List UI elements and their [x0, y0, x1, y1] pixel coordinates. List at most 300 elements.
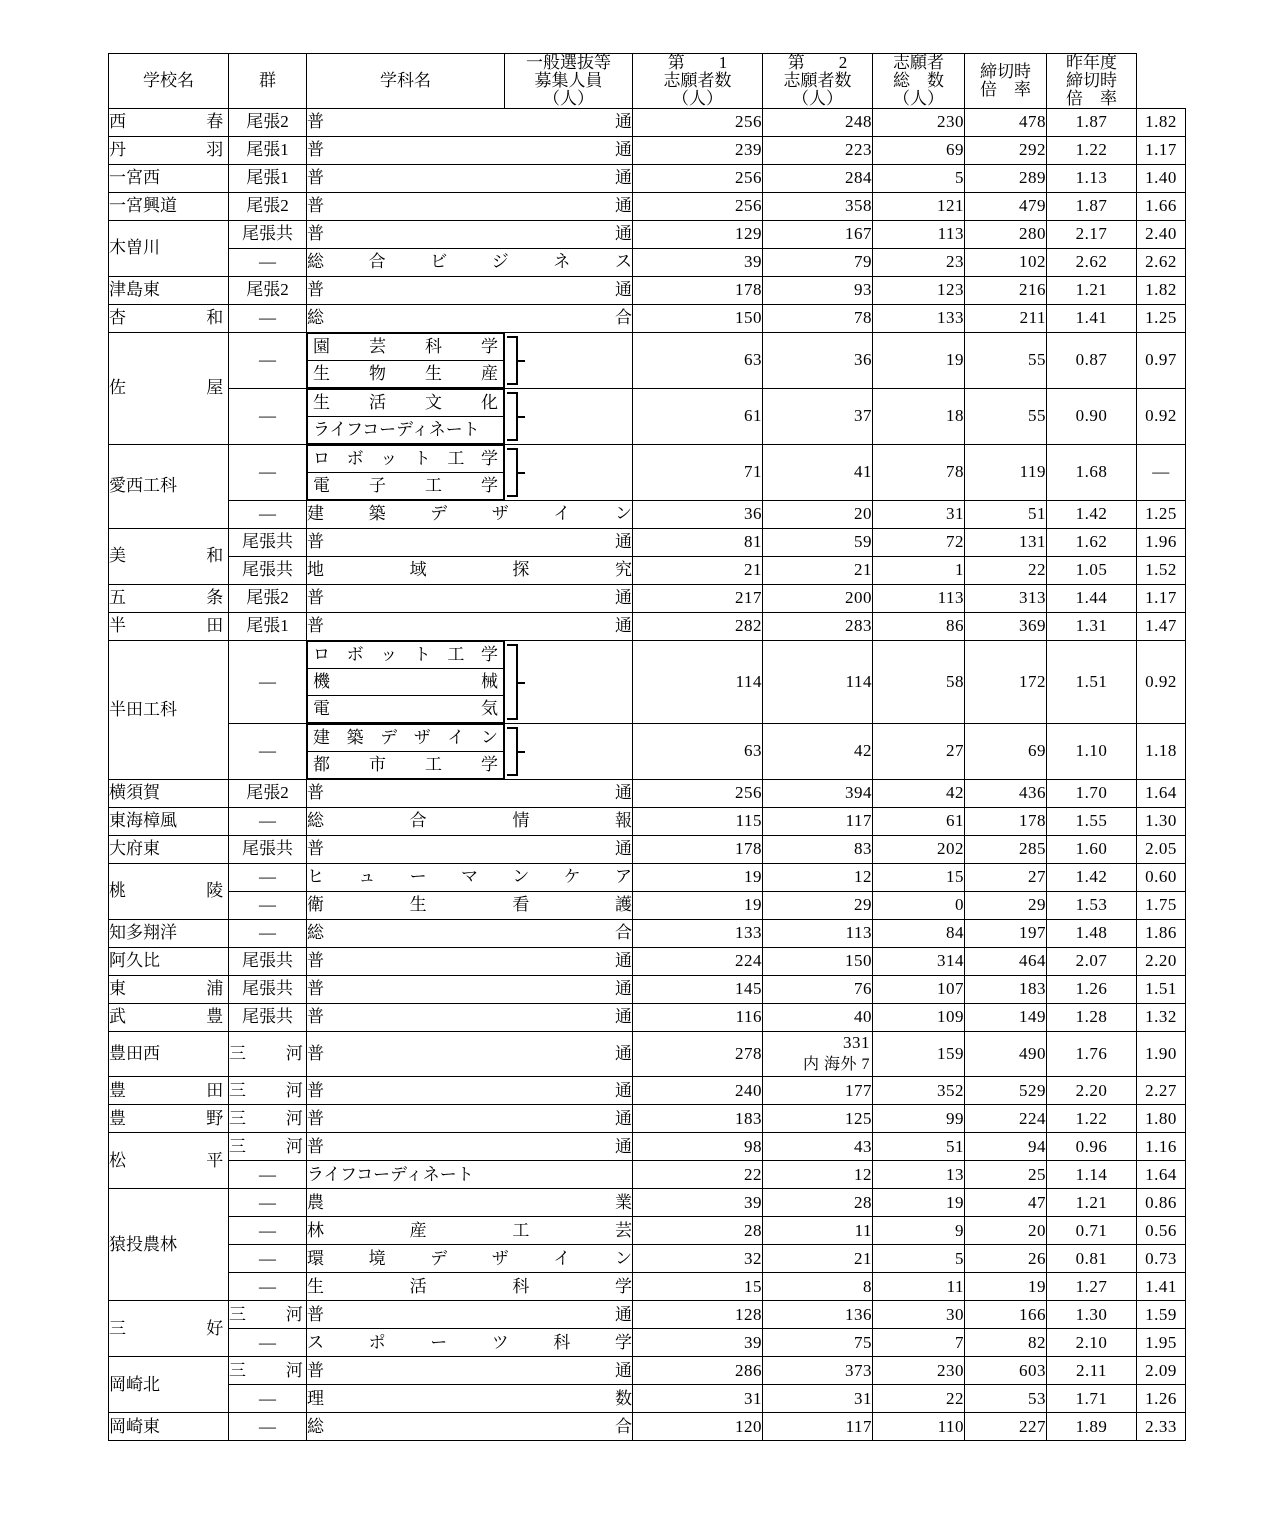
- last-year-rate-cell: 1.80: [1137, 1105, 1186, 1133]
- department-sub-line: 都 市 工 学: [308, 751, 504, 778]
- first-choice-cell: 113: [763, 919, 873, 947]
- table-row: [109, 1385, 1186, 1413]
- last-year-rate-cell: 1.30: [1137, 807, 1186, 835]
- last-year-rate-cell: 1.17: [1137, 584, 1186, 612]
- first-choice-cell: 43: [763, 1133, 873, 1161]
- current-rate-cell: 1.14: [1047, 1161, 1137, 1189]
- school-name-cell: 猿投農林: [109, 1189, 229, 1301]
- school-name-cell: 五 条: [109, 584, 229, 612]
- current-rate-cell: 1.71: [1047, 1385, 1137, 1413]
- total-applicants-cell: 436: [965, 779, 1047, 807]
- school-name-cell: 半田工科: [109, 640, 229, 779]
- first-choice-cell: 37: [763, 388, 873, 444]
- last-year-rate-cell: 2.62: [1137, 248, 1186, 276]
- group-cell: —: [229, 807, 307, 835]
- department-cell: 衛 生 看 護: [307, 891, 633, 919]
- second-choice-cell: 84: [873, 919, 965, 947]
- header-last-year-rate: 昨年度 締切時 倍 率: [1047, 54, 1137, 109]
- table-row: [109, 1077, 1186, 1105]
- second-choice-cell: 69: [873, 136, 965, 164]
- first-choice-cell: 21: [763, 1245, 873, 1273]
- total-applicants-cell: 19: [965, 1273, 1047, 1301]
- applicants-table: [108, 53, 1186, 1441]
- table-row: [109, 1105, 1186, 1133]
- school-name-cell: 豊田西: [109, 1031, 229, 1077]
- current-rate-cell: 1.28: [1047, 1003, 1137, 1031]
- second-choice-cell: 11: [873, 1273, 965, 1301]
- department-cell: [307, 332, 505, 388]
- current-rate-cell: 1.87: [1047, 108, 1137, 136]
- table-row: [109, 1273, 1186, 1301]
- quota-cell: 150: [633, 304, 763, 332]
- school-name-cell: 杏 和: [109, 304, 229, 332]
- table-row: [109, 528, 1186, 556]
- second-choice-cell: 42: [873, 779, 965, 807]
- total-applicants-cell: 478: [965, 108, 1047, 136]
- table-row: [109, 108, 1186, 136]
- group-cell: 三 河: [229, 1133, 307, 1161]
- group-cell: —: [229, 863, 307, 891]
- school-name-cell: 岡崎北: [109, 1357, 229, 1413]
- group-cell: 尾張共: [229, 947, 307, 975]
- last-year-rate-cell: 1.26: [1137, 1385, 1186, 1413]
- table-row: [109, 1329, 1186, 1357]
- table-row: [109, 1301, 1186, 1329]
- total-applicants-cell: 369: [965, 612, 1047, 640]
- current-rate-cell: 1.30: [1047, 1301, 1137, 1329]
- table-row: [109, 136, 1186, 164]
- last-year-rate-cell: 1.66: [1137, 192, 1186, 220]
- school-name-cell: 横須賀: [109, 779, 229, 807]
- group-cell: —: [229, 1161, 307, 1189]
- department-cell: 普 通: [307, 947, 633, 975]
- department-cell: 普 通: [307, 779, 633, 807]
- department-cell: 普 通: [307, 192, 633, 220]
- second-choice-cell: 352: [873, 1077, 965, 1105]
- quota-cell: 39: [633, 248, 763, 276]
- current-rate-cell: 1.44: [1047, 584, 1137, 612]
- first-choice-cell: 12: [763, 1161, 873, 1189]
- table-row: [109, 947, 1186, 975]
- group-cell: 尾張2: [229, 192, 307, 220]
- total-applicants-cell: 479: [965, 192, 1047, 220]
- current-rate-cell: 2.20: [1047, 1077, 1137, 1105]
- last-year-rate-cell: 1.17: [1137, 136, 1186, 164]
- last-year-rate-cell: 1.52: [1137, 556, 1186, 584]
- current-rate-cell: 1.51: [1047, 640, 1137, 723]
- last-year-rate-cell: 0.92: [1137, 388, 1186, 444]
- current-rate-cell: 2.17: [1047, 220, 1137, 248]
- second-choice-cell: 110: [873, 1413, 965, 1441]
- total-applicants-cell: 529: [965, 1077, 1047, 1105]
- quota-cell: 36: [633, 500, 763, 528]
- first-choice-cell: 83: [763, 835, 873, 863]
- group-cell: —: [229, 388, 307, 444]
- school-name-cell: 豊 野: [109, 1105, 229, 1133]
- group-cell: 尾張共: [229, 835, 307, 863]
- department-cell: 総 合: [307, 1413, 633, 1441]
- current-rate-cell: 0.90: [1047, 388, 1137, 444]
- department-cell: 総 合 ビ ジ ネ ス: [307, 248, 633, 276]
- first-choice-cell: 21: [763, 556, 873, 584]
- department-sub-line: 建 築 デ ザ イ ン: [308, 724, 504, 751]
- department-cell: 林 産 工 芸: [307, 1217, 633, 1245]
- group-cell: —: [229, 248, 307, 276]
- total-applicants-cell: 25: [965, 1161, 1047, 1189]
- department-cell: 普 通: [307, 1003, 633, 1031]
- quota-cell: 19: [633, 863, 763, 891]
- department-sub-line: 生 活 文 化: [308, 389, 504, 416]
- current-rate-cell: 1.53: [1047, 891, 1137, 919]
- first-choice-cell: 31: [763, 1385, 873, 1413]
- last-year-rate-cell: 1.75: [1137, 891, 1186, 919]
- group-cell: —: [229, 1189, 307, 1217]
- total-applicants-cell: 27: [965, 863, 1047, 891]
- group-cell: 三 河: [229, 1357, 307, 1385]
- total-applicants-cell: 51: [965, 500, 1047, 528]
- school-name-cell: 東海樟風: [109, 807, 229, 835]
- header-school: 学校名: [109, 54, 229, 109]
- school-name-cell: 阿久比: [109, 947, 229, 975]
- first-choice-cell: 283: [763, 612, 873, 640]
- department-cell: ライフコーディネート: [307, 1161, 633, 1189]
- first-choice-cell: 93: [763, 276, 873, 304]
- second-choice-cell: 18: [873, 388, 965, 444]
- department-cell: 総 合: [307, 304, 633, 332]
- first-choice-cell: 358: [763, 192, 873, 220]
- group-cell: —: [229, 1329, 307, 1357]
- group-cell: —: [229, 500, 307, 528]
- second-choice-cell: 0: [873, 891, 965, 919]
- department-cell: 普 通: [307, 835, 633, 863]
- table-row: [109, 975, 1186, 1003]
- current-rate-cell: 1.60: [1047, 835, 1137, 863]
- second-choice-cell: 19: [873, 332, 965, 388]
- current-rate-cell: 1.55: [1047, 807, 1137, 835]
- group-cell: —: [229, 919, 307, 947]
- second-choice-cell: 13: [873, 1161, 965, 1189]
- total-applicants-cell: 172: [965, 640, 1047, 723]
- first-choice-cell: 28: [763, 1189, 873, 1217]
- table-row: [109, 1189, 1186, 1217]
- last-year-rate-cell: 2.20: [1137, 947, 1186, 975]
- first-choice-cell: 223: [763, 136, 873, 164]
- table-row: [109, 807, 1186, 835]
- total-applicants-cell: 224: [965, 1105, 1047, 1133]
- table-row: [109, 1217, 1186, 1245]
- grouping-brace-icon: [505, 388, 633, 444]
- last-year-rate-cell: 2.40: [1137, 220, 1186, 248]
- department-cell: ヒ ュ ー マ ン ケ ア: [307, 863, 633, 891]
- last-year-rate-cell: 1.16: [1137, 1133, 1186, 1161]
- last-year-rate-cell: 1.32: [1137, 1003, 1186, 1031]
- quota-cell: 19: [633, 891, 763, 919]
- total-applicants-cell: 55: [965, 388, 1047, 444]
- table-row: [109, 723, 1186, 779]
- total-applicants-cell: 131: [965, 528, 1047, 556]
- group-cell: 尾張2: [229, 584, 307, 612]
- current-rate-cell: 1.89: [1047, 1413, 1137, 1441]
- last-year-rate-cell: 0.56: [1137, 1217, 1186, 1245]
- group-cell: —: [229, 444, 307, 500]
- quota-cell: 224: [633, 947, 763, 975]
- current-rate-cell: 1.13: [1047, 164, 1137, 192]
- last-year-rate-cell: 2.05: [1137, 835, 1186, 863]
- quota-cell: 39: [633, 1329, 763, 1357]
- first-choice-cell: 150: [763, 947, 873, 975]
- quota-cell: 128: [633, 1301, 763, 1329]
- department-cell: 普 通: [307, 975, 633, 1003]
- second-choice-cell: 159: [873, 1031, 965, 1077]
- header-total: 志願者 総 数 （人）: [873, 54, 965, 109]
- quota-cell: 81: [633, 528, 763, 556]
- group-cell: —: [229, 332, 307, 388]
- last-year-rate-cell: 1.86: [1137, 919, 1186, 947]
- second-choice-cell: 121: [873, 192, 965, 220]
- table-row: [109, 891, 1186, 919]
- quota-cell: 15: [633, 1273, 763, 1301]
- header-department: 学科名: [307, 54, 505, 109]
- first-choice-cell: 177: [763, 1077, 873, 1105]
- first-choice-cell: 78: [763, 304, 873, 332]
- quota-cell: 114: [633, 640, 763, 723]
- total-applicants-cell: 26: [965, 1245, 1047, 1273]
- last-year-rate-cell: 2.09: [1137, 1357, 1186, 1385]
- first-choice-cell: 42: [763, 723, 873, 779]
- quota-cell: 256: [633, 108, 763, 136]
- first-choice-cell: 40: [763, 1003, 873, 1031]
- school-name-cell: 津島東: [109, 276, 229, 304]
- grouping-brace-icon: [505, 640, 633, 723]
- department-cell: 普 通: [307, 1077, 633, 1105]
- second-choice-cell: 27: [873, 723, 965, 779]
- last-year-rate-cell: 0.86: [1137, 1189, 1186, 1217]
- quota-cell: 256: [633, 192, 763, 220]
- second-choice-cell: 202: [873, 835, 965, 863]
- quota-cell: 61: [633, 388, 763, 444]
- total-applicants-cell: 22: [965, 556, 1047, 584]
- current-rate-cell: 1.21: [1047, 1189, 1137, 1217]
- current-rate-cell: 1.48: [1047, 919, 1137, 947]
- first-choice-cell: 36: [763, 332, 873, 388]
- table-row: [109, 863, 1186, 891]
- first-choice-cell: 59: [763, 528, 873, 556]
- total-applicants-cell: 603: [965, 1357, 1047, 1385]
- last-year-rate-cell: 2.27: [1137, 1077, 1186, 1105]
- current-rate-cell: 1.68: [1047, 444, 1137, 500]
- second-choice-cell: 99: [873, 1105, 965, 1133]
- table-row: [109, 1245, 1186, 1273]
- second-choice-cell: 31: [873, 500, 965, 528]
- second-choice-cell: 23: [873, 248, 965, 276]
- current-rate-cell: 1.27: [1047, 1273, 1137, 1301]
- second-choice-cell: 230: [873, 1357, 965, 1385]
- second-choice-cell: 5: [873, 164, 965, 192]
- quota-cell: 120: [633, 1413, 763, 1441]
- header-first-choice: 第 1 志願者数 （人）: [633, 54, 763, 109]
- quota-cell: 22: [633, 1161, 763, 1189]
- total-applicants-cell: 280: [965, 220, 1047, 248]
- second-choice-cell: 86: [873, 612, 965, 640]
- current-rate-cell: 2.07: [1047, 947, 1137, 975]
- first-choice-cell: 12: [763, 863, 873, 891]
- first-choice-cell: 248: [763, 108, 873, 136]
- last-year-rate-cell: 1.64: [1137, 1161, 1186, 1189]
- second-choice-cell: 113: [873, 220, 965, 248]
- application-table-sheet: [108, 53, 1186, 1441]
- last-year-rate-cell: 1.25: [1137, 500, 1186, 528]
- department-cell: 普 通: [307, 1105, 633, 1133]
- total-applicants-cell: 55: [965, 332, 1047, 388]
- group-cell: —: [229, 1273, 307, 1301]
- first-choice-cell: 167: [763, 220, 873, 248]
- department-cell: 理 数: [307, 1385, 633, 1413]
- quota-cell: 286: [633, 1357, 763, 1385]
- current-rate-cell: 1.22: [1047, 1105, 1137, 1133]
- total-applicants-cell: 178: [965, 807, 1047, 835]
- second-choice-cell: 19: [873, 1189, 965, 1217]
- last-year-rate-cell: 1.95: [1137, 1329, 1186, 1357]
- table-row: [109, 1413, 1186, 1441]
- table-row: [109, 640, 1186, 723]
- table-row: [109, 248, 1186, 276]
- current-rate-cell: 1.62: [1047, 528, 1137, 556]
- grouping-brace-icon: [505, 332, 633, 388]
- total-applicants-cell: 464: [965, 947, 1047, 975]
- group-cell: 三 河: [229, 1301, 307, 1329]
- second-choice-cell: 78: [873, 444, 965, 500]
- department-cell: 普 通: [307, 1301, 633, 1329]
- quota-cell: 31: [633, 1385, 763, 1413]
- group-cell: —: [229, 304, 307, 332]
- total-applicants-cell: 69: [965, 723, 1047, 779]
- second-choice-cell: 1: [873, 556, 965, 584]
- current-rate-cell: 2.62: [1047, 248, 1137, 276]
- school-name-cell: 松 平: [109, 1133, 229, 1189]
- quota-cell: 278: [633, 1031, 763, 1077]
- first-choice-cell: 125: [763, 1105, 873, 1133]
- total-applicants-cell: 490: [965, 1031, 1047, 1077]
- total-applicants-cell: 183: [965, 975, 1047, 1003]
- quota-cell: 256: [633, 164, 763, 192]
- group-cell: 尾張2: [229, 276, 307, 304]
- department-cell: 普 通: [307, 276, 633, 304]
- department-cell: [307, 388, 505, 444]
- current-rate-cell: 1.26: [1047, 975, 1137, 1003]
- current-rate-cell: 1.10: [1047, 723, 1137, 779]
- total-applicants-cell: 313: [965, 584, 1047, 612]
- table-row: [109, 500, 1186, 528]
- table-row: [109, 584, 1186, 612]
- current-rate-cell: 1.41: [1047, 304, 1137, 332]
- table-row: [109, 919, 1186, 947]
- second-choice-cell: 30: [873, 1301, 965, 1329]
- last-year-rate-cell: 1.90: [1137, 1031, 1186, 1077]
- header-second-choice: 第 2 志願者数 （人）: [763, 54, 873, 109]
- table-row: [109, 276, 1186, 304]
- quota-cell: 129: [633, 220, 763, 248]
- group-cell: 尾張共: [229, 220, 307, 248]
- current-rate-cell: 1.31: [1047, 612, 1137, 640]
- table-row: [109, 304, 1186, 332]
- current-rate-cell: 1.21: [1047, 276, 1137, 304]
- last-year-rate-cell: 1.51: [1137, 975, 1186, 1003]
- last-year-rate-cell: 2.33: [1137, 1413, 1186, 1441]
- school-name-cell: 東 浦: [109, 975, 229, 1003]
- department-cell: 普 通: [307, 1357, 633, 1385]
- total-applicants-cell: 216: [965, 276, 1047, 304]
- first-choice-cell: 284: [763, 164, 873, 192]
- group-cell: —: [229, 640, 307, 723]
- school-name-cell: 岡崎東: [109, 1413, 229, 1441]
- group-cell: 尾張2: [229, 779, 307, 807]
- last-year-rate-cell: 1.64: [1137, 779, 1186, 807]
- school-name-cell: 大府東: [109, 835, 229, 863]
- total-applicants-cell: 149: [965, 1003, 1047, 1031]
- group-cell: 尾張共: [229, 556, 307, 584]
- department-sub-line: ライフコーディネート: [308, 416, 504, 443]
- table-row: [109, 1357, 1186, 1385]
- table-row: [109, 1161, 1186, 1189]
- current-rate-cell: 0.71: [1047, 1217, 1137, 1245]
- quota-cell: 115: [633, 807, 763, 835]
- quota-cell: 256: [633, 779, 763, 807]
- table-row: [109, 1003, 1186, 1031]
- quota-cell: 28: [633, 1217, 763, 1245]
- quota-cell: 145: [633, 975, 763, 1003]
- last-year-rate-cell: 1.41: [1137, 1273, 1186, 1301]
- total-applicants-cell: 197: [965, 919, 1047, 947]
- second-choice-cell: 15: [873, 863, 965, 891]
- second-choice-cell: 107: [873, 975, 965, 1003]
- last-year-rate-cell: 1.25: [1137, 304, 1186, 332]
- department-cell: [307, 444, 505, 500]
- table-row: [109, 220, 1186, 248]
- group-cell: —: [229, 891, 307, 919]
- grouping-brace-icon: [505, 723, 633, 779]
- department-cell: 普 通: [307, 528, 633, 556]
- first-choice-cell: 136: [763, 1301, 873, 1329]
- first-choice-cell: 394: [763, 779, 873, 807]
- school-name-cell: 知多翔洋: [109, 919, 229, 947]
- first-choice-cell: 117: [763, 1413, 873, 1441]
- school-name-cell: 半 田: [109, 612, 229, 640]
- school-name-cell: 一宮西: [109, 164, 229, 192]
- table-row: [109, 556, 1186, 584]
- last-year-rate-cell: 0.60: [1137, 863, 1186, 891]
- last-year-rate-cell: 0.97: [1137, 332, 1186, 388]
- total-applicants-cell: 289: [965, 164, 1047, 192]
- first-choice-cell: 200: [763, 584, 873, 612]
- department-sub-line: 園 芸 科 学: [308, 333, 504, 360]
- department-cell: 普 通: [307, 584, 633, 612]
- group-cell: 三 河: [229, 1077, 307, 1105]
- second-choice-cell: 9: [873, 1217, 965, 1245]
- group-cell: 三 河: [229, 1105, 307, 1133]
- total-applicants-cell: 119: [965, 444, 1047, 500]
- last-year-rate-cell: —: [1137, 444, 1186, 500]
- department-sub-line: 機 械: [308, 668, 504, 695]
- group-cell: —: [229, 1245, 307, 1273]
- school-name-cell: 桃 陵: [109, 863, 229, 919]
- current-rate-cell: 2.10: [1047, 1329, 1137, 1357]
- current-rate-cell: 1.42: [1047, 500, 1137, 528]
- department-cell: 普 通: [307, 136, 633, 164]
- department-cell: 農 業: [307, 1189, 633, 1217]
- table-row: [109, 444, 1186, 500]
- department-cell: 総 合 情 報: [307, 807, 633, 835]
- quota-cell: 178: [633, 835, 763, 863]
